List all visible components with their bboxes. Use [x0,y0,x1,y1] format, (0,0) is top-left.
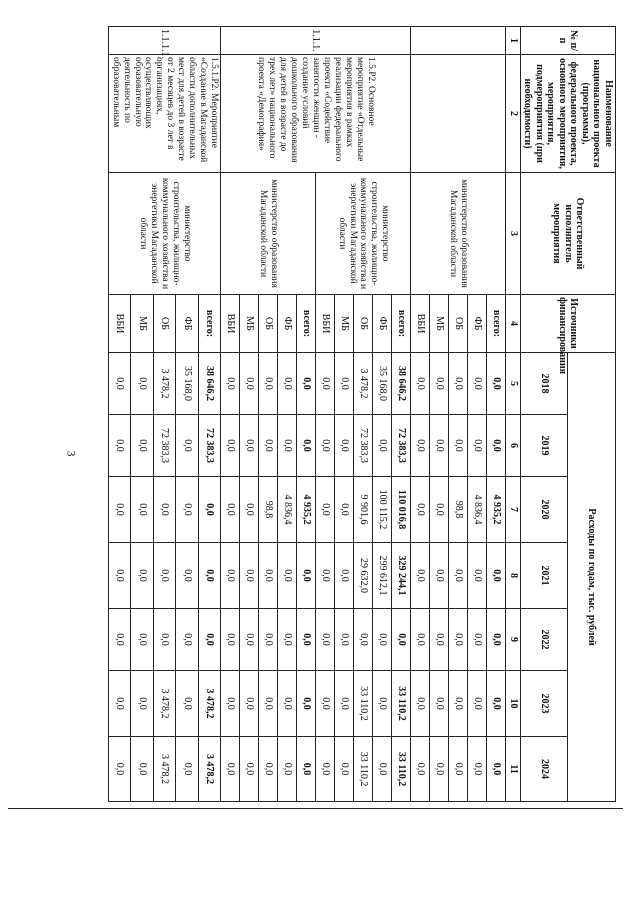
column-number: 7 [506,477,521,543]
value-cell: 0,0 [373,609,392,671]
source-cell: ОБ [449,295,468,353]
value-cell: 0,0 [487,737,506,802]
value-cell: 0,0 [278,609,297,671]
source-cell: ОБ [259,295,278,353]
executor-cell: министерство строительства, жилищно-коммунального хозяйства и энергетики Магаданской области [316,173,411,295]
value-cell: 0,0 [430,671,449,737]
header-name: Наименование национального проекта (программы), федерального проекта, основного мероприятия, мероприятия, подмероприятия (при необходимости) [521,55,616,173]
year-header: 2020 [521,477,569,543]
value-cell: 0,0 [468,671,487,737]
value-cell: 0,0 [278,671,297,737]
empty-cell [411,27,506,55]
value-cell: 38 646,2 [392,353,411,415]
value-cell: 0,0 [335,415,354,477]
column-number: 10 [506,671,521,737]
value-cell: 0,0 [297,353,316,415]
value-cell: 0,0 [221,737,240,802]
value-cell: 72 383,3 [392,415,411,477]
value-cell: 0,0 [430,353,449,415]
value-cell: 0,0 [335,609,354,671]
value-cell: 0,0 [176,415,198,477]
value-cell: 0,0 [131,477,153,543]
value-cell: 0,0 [487,415,506,477]
value-cell: 0,0 [316,353,335,415]
table-row [487,27,506,802]
value-cell: 4 836,4 [468,477,487,543]
value-cell: 33 110,2 [354,671,373,737]
value-cell: 0,0 [373,737,392,802]
source-cell: ВБИ [316,295,335,353]
value-cell: 0,0 [373,671,392,737]
value-cell: 9 901,6 [354,477,373,543]
value-cell: 0,0 [335,353,354,415]
divider-line [8,808,623,809]
finance-table [108,26,616,802]
value-cell: 0,0 [221,609,240,671]
value-cell: 3 478,2 [198,737,220,802]
value-cell: 0,0 [449,353,468,415]
column-number: 8 [506,543,521,609]
value-cell: 0,0 [430,477,449,543]
value-cell: 0,0 [153,477,175,543]
value-cell: 0,0 [108,543,130,609]
value-cell: 0,0 [259,737,278,802]
value-cell: 0,0 [468,609,487,671]
value-cell: 0,0 [316,543,335,609]
year-header: 2019 [521,415,569,477]
value-cell: 0,0 [411,609,430,671]
value-cell: 0,0 [354,609,373,671]
executor-cell: министерство образования Магаданской области [221,173,316,295]
column-number: 9 [506,609,521,671]
value-cell: 0,0 [297,415,316,477]
value-cell: 0,0 [176,543,198,609]
row-number: 1.1.1.1. [108,27,220,55]
value-cell: 0,0 [316,415,335,477]
value-cell: 0,0 [131,353,153,415]
value-cell: 0,0 [430,609,449,671]
column-number: 6 [506,415,521,477]
executor-cell: министерство строительства, жилищно-коммунального хозяйства и энергетики Магаданской области [108,173,220,295]
value-cell: 0,0 [131,737,153,802]
source-cell: ОБ [354,295,373,353]
source-cell: всего: [487,295,506,353]
year-header: 2023 [521,671,569,737]
value-cell: 0,0 [316,609,335,671]
source-cell: ФБ [373,295,392,353]
value-cell: 0,0 [449,415,468,477]
value-cell: 0,0 [411,737,430,802]
value-cell: 0,0 [108,609,130,671]
source-cell: МБ [430,295,449,353]
value-cell: 0,0 [278,543,297,609]
value-cell: 0,0 [335,543,354,609]
value-cell: 0,0 [411,353,430,415]
source-cell: МБ [335,295,354,353]
value-cell: 0,0 [108,737,130,802]
page-number: 3 [64,450,79,457]
value-cell: 0,0 [240,353,259,415]
value-cell: 0,0 [108,415,130,477]
value-cell: 0,0 [468,415,487,477]
value-cell: 3 478,2 [198,671,220,737]
value-cell: 0,0 [278,737,297,802]
value-cell: 0,0 [449,671,468,737]
source-cell: ВБИ [411,295,430,353]
value-cell: 0,0 [487,671,506,737]
value-cell: 110 016,8 [392,477,411,543]
value-cell: 0,0 [297,543,316,609]
value-cell: 38 646,2 [198,353,220,415]
value-cell: 0,0 [221,415,240,477]
year-header: 2018 [521,353,569,415]
value-cell: 3 478,2 [354,353,373,415]
value-cell: 0,0 [297,737,316,802]
value-cell: 0,0 [240,609,259,671]
value-cell: 0,0 [487,609,506,671]
value-cell: 0,0 [449,543,468,609]
value-cell: 35 168,0 [373,353,392,415]
table-row [392,27,411,802]
value-cell: 0,0 [131,543,153,609]
value-cell: 0,0 [221,543,240,609]
value-cell: 0,0 [259,543,278,609]
column-number: 11 [506,737,521,802]
value-cell: 329 244,1 [392,543,411,609]
value-cell: 0,0 [335,477,354,543]
column-number: 1 [506,27,521,55]
source-cell: ФБ [278,295,297,353]
value-cell: 0,0 [297,609,316,671]
value-cell: 33 110,2 [392,737,411,802]
value-cell: 0,0 [335,737,354,802]
year-header: 2022 [521,609,569,671]
value-cell: 4 935,2 [487,477,506,543]
value-cell: 0,0 [411,671,430,737]
year-header: 2024 [521,737,569,802]
value-cell: 0,0 [316,737,335,802]
value-cell: 0,0 [240,671,259,737]
source-cell: всего: [297,295,316,353]
value-cell: 0,0 [392,609,411,671]
source-cell: всего: [392,295,411,353]
event-name: 1.5.1.Р2. Мероприятие «Создание в Магаданской области дополнительных мест для детей в возрасте от 2 месяцев до 3 лет в организациях, осуществляющих образовательную деятельность по образовательным [108,55,220,173]
header-num: № п/п [521,27,616,55]
value-cell: 72 383,3 [354,415,373,477]
row-number: 1.1.1. [221,27,411,55]
source-cell: ФБ [176,295,198,353]
value-cell: 0,0 [153,609,175,671]
value-cell: 0,0 [176,477,198,543]
value-cell: 0,0 [316,477,335,543]
value-cell: 0,0 [449,609,468,671]
header-expenses: Расходы по годам, тыс. рублей [568,353,616,802]
value-cell: 29 632,0 [354,543,373,609]
value-cell: 0,0 [198,609,220,671]
value-cell: 0,0 [468,353,487,415]
empty-cell [411,55,506,173]
value-cell: 0,0 [176,609,198,671]
value-cell: 0,0 [449,737,468,802]
value-cell: 0,0 [240,415,259,477]
value-cell: 4 935,2 [297,477,316,543]
finance-table-wrapper [74,26,616,801]
value-cell: 0,0 [131,609,153,671]
value-cell: 0,0 [487,543,506,609]
value-cell: 0,0 [430,543,449,609]
value-cell: 0,0 [240,477,259,543]
column-number: 5 [506,353,521,415]
value-cell: 0,0 [108,477,130,543]
value-cell: 4 836,4 [278,477,297,543]
value-cell: 0,0 [487,353,506,415]
value-cell: 98,8 [449,477,468,543]
value-cell: 0,0 [259,353,278,415]
value-cell: 0,0 [108,353,130,415]
value-cell: 0,0 [176,737,198,802]
value-cell: 0,0 [468,543,487,609]
value-cell: 0,0 [221,477,240,543]
value-cell: 0,0 [278,415,297,477]
value-cell: 3 478,2 [153,671,175,737]
executor-cell: министерство образования Магаданской области [411,173,506,295]
value-cell: 100 115,2 [373,477,392,543]
value-cell: 0,0 [198,477,220,543]
value-cell: 0,0 [430,737,449,802]
event-name: 1.5.Р2. Основное мероприятие «Отдельные мероприятия в рамках реализации федерального проекта «Содействие занятости женщин - создание условий дошкольного образования для детей в возрасте до трех лет» национального проекта «Демография» [221,55,411,173]
column-number: 3 [506,173,521,295]
value-cell: 0,0 [176,671,198,737]
column-number: 2 [506,55,521,173]
value-cell: 0,0 [411,415,430,477]
value-cell: 35 168,0 [176,353,198,415]
value-cell: 3 478,2 [153,737,175,802]
value-cell: 0,0 [430,415,449,477]
value-cell: 0,0 [335,671,354,737]
value-cell: 0,0 [468,737,487,802]
value-cell: 0,0 [259,671,278,737]
source-cell: МБ [131,295,153,353]
year-header: 2021 [521,543,569,609]
value-cell: 0,0 [411,477,430,543]
value-cell: 0,0 [259,415,278,477]
value-cell: 299 612,1 [373,543,392,609]
header-executor: Ответственный исполнитель мероприятия [521,173,616,295]
source-cell: ФБ [468,295,487,353]
value-cell: 33 110,2 [392,671,411,737]
value-cell: 72 383,3 [198,415,220,477]
source-cell: всего: [198,295,220,353]
value-cell: 0,0 [411,543,430,609]
value-cell: 0,0 [153,543,175,609]
value-cell: 0,0 [297,671,316,737]
source-cell: ВБИ [108,295,130,353]
value-cell: 0,0 [316,671,335,737]
table-row [198,27,220,802]
header-source: Источники финансирования [521,295,616,353]
value-cell: 72 383,3 [153,415,175,477]
value-cell: 0,0 [240,737,259,802]
value-cell: 0,0 [259,609,278,671]
value-cell: 0,0 [240,543,259,609]
value-cell: 98,8 [259,477,278,543]
value-cell: 0,0 [131,671,153,737]
value-cell: 0,0 [108,671,130,737]
value-cell: 0,0 [278,353,297,415]
column-number: 4 [506,295,521,353]
value-cell: 0,0 [373,415,392,477]
value-cell: 0,0 [221,671,240,737]
value-cell: 0,0 [198,543,220,609]
value-cell: 3 478,2 [153,353,175,415]
source-cell: ВБИ [221,295,240,353]
value-cell: 0,0 [131,415,153,477]
source-cell: МБ [240,295,259,353]
source-cell: ОБ [153,295,175,353]
value-cell: 0,0 [221,353,240,415]
value-cell: 33 110,2 [354,737,373,802]
